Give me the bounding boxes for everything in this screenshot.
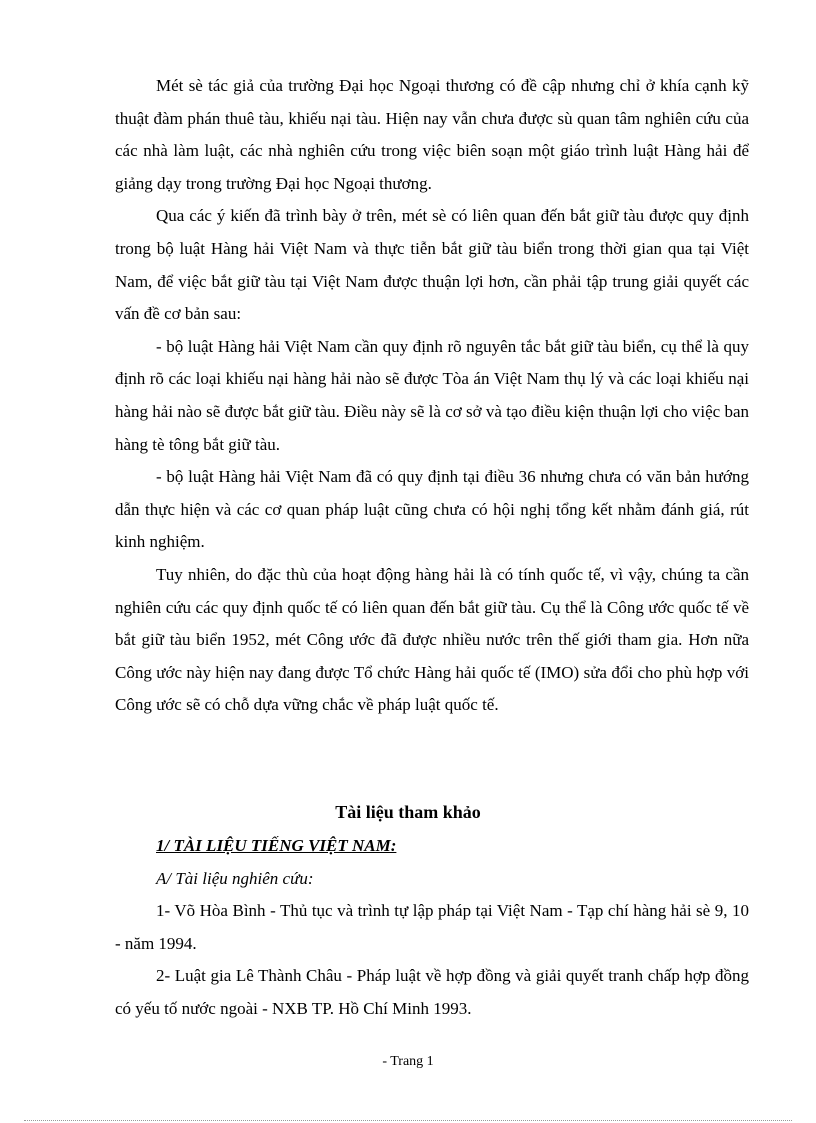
reference-item: 1- Võ Hòa Bình - Thủ tục và trình tự lập pháp tại Việt Nam - Tạp chí hàng hải sè 9, 10 - năm 1994. [115, 901, 749, 953]
paragraph-5: Tuy nhiên, do đặc thù của hoạt động hàng hải là có tính quốc tế, vì vậy, chúng ta cần nghiên cứu các quy định quốc tế có liên quan đến bắt giữ tàu. Cụ thể là Công ước quốc tế về bắt giữ tàu biển 1952, mét Công ước đã được nhiều nước trên thế giới tham gia. Hơn nữa Công ước này hiện nay đang được Tổ chức Hàng hải quốc tế (IMO) sửa đổi cho phù hợp với Công ước sẽ có chỗ dựa vững chắc về pháp luật quốc tế. [115, 564, 749, 715]
section-heading: 1/ TÀI LIỆU TIẾNG VIỆT NAM: [156, 836, 397, 855]
paragraph-4: - bộ luật Hàng hải Việt Nam đã có quy định tại điều 36 nhưng chưa có văn bản hướng dẫn thực hiện và các cơ quan pháp luật cũng chưa có hội nghị tổng kết nhằm đánh giá, rút kinh nghiệm. [115, 467, 749, 552]
references-heading: Tài liệu tham khảo [335, 802, 481, 822]
page-number: - Trang 1 [382, 1054, 434, 1069]
paragraph-1: Mét sè tác giả của trường Đại học Ngoại thương có đề cập nhưng chỉ ở khía cạnh kỹ thuật đàm phán thuê tàu, khiếu nại tàu. Hiện nay vẫn chưa được sù quan tâm nghiên cứu của các nhà làm luật, các nhà nghiên cứu trong việc biên soạn một giáo trình luật Hàng hải để giảng dạy trong trường Đại học Ngoại thương. [115, 76, 749, 193]
subsection-heading: A/ Tài liệu nghiên cứu: [156, 868, 314, 888]
body-text [115, 70, 749, 722]
references-section [115, 830, 749, 1026]
reference-item: 2- Luật gia Lê Thành Châu - Pháp luật về hợp đồng và giải quyết tranh chấp hợp đồng có yếu tố nước ngoài - NXB TP. Hồ Chí Minh 1993. [115, 966, 749, 1018]
paragraph-2: Qua các ý kiến đã trình bày ở trên, mét sè có liên quan đến bắt giữ tàu được quy định trong bộ luật Hàng hải Việt Nam và thực tiễn bắt giữ tàu biển trong thời gian qua tại Việt Nam, để việc bắt giữ tàu tại Việt Nam được thuận lợi hơn, cần phải tập trung giải quyết các vấn đề cơ bản sau: [115, 206, 749, 324]
paragraph-3: - bộ luật Hàng hải Việt Nam cần quy định rõ nguyên tắc bắt giữ tàu biển, cụ thể là quy định rõ các loại khiếu nại hàng hải nào sẽ được Tòa án Việt Nam thụ lý và các loại khiếu nại hàng hải nào sẽ được bắt giữ tàu. Điều này sẽ là cơ sở và tạo điều kiện thuận lợi cho việc ban hàng tè tông bắt giữ tàu. [115, 336, 749, 454]
page-divider [24, 1120, 792, 1121]
